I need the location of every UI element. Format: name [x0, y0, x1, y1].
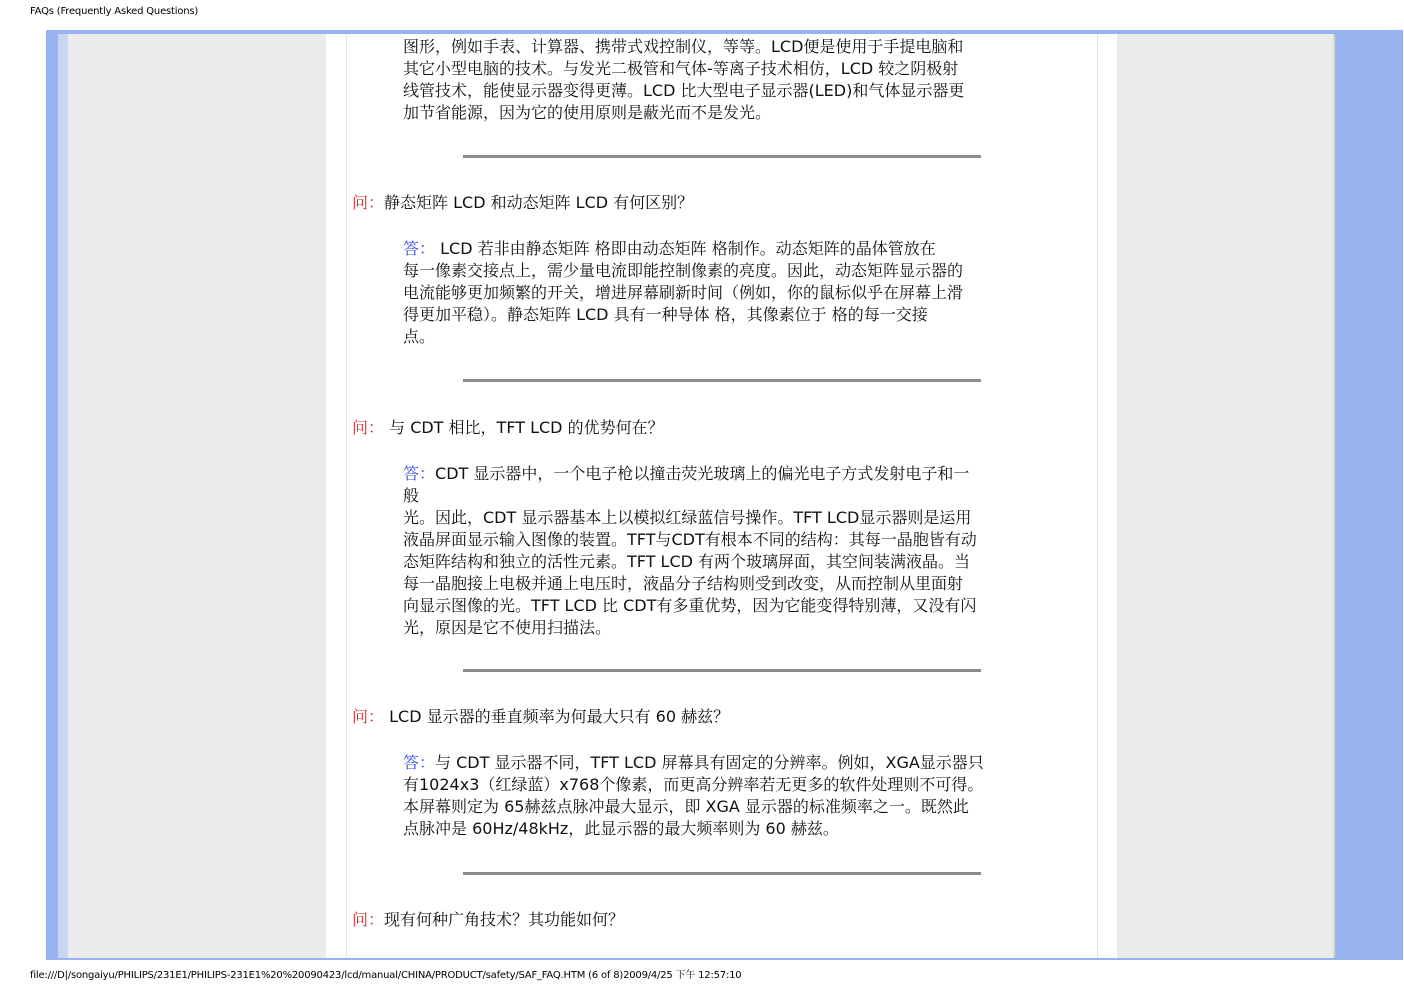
content-border-right	[1097, 34, 1098, 958]
text-line: 每一晶胞接上电极并通上电压时，液晶分子结构则受到改变，从而控制从里面射	[403, 574, 964, 593]
text-line: 光。因此，CDT 显示器基本上以模拟红绿蓝信号操作。TFT LCD显示器则是运用	[403, 508, 972, 527]
text-line: 点脉冲是 60Hz/48kHz，此显示器的最大频率则为 60 赫兹。	[403, 819, 839, 838]
right-margin-column	[1117, 34, 1333, 958]
text-line: 有1024x3（红绿蓝）x768个像素，而更高分辨率若无更多的软件处理则不可得。	[403, 775, 984, 794]
divider	[463, 872, 981, 875]
question-text: 与 CDT 相比，TFT LCD 的优势何在？	[384, 418, 664, 437]
question-label: 问：	[352, 910, 385, 929]
faq-question	[352, 706, 729, 728]
text-line: 线管技术，能使显示器变得更薄。LCD 比大型电子显示器(LED)和气体显示器更	[403, 81, 965, 100]
text-line: 液晶屏面显示输入图像的装置。TFT与CDT有根本不同的结构：其每一晶胞皆有动	[403, 530, 977, 549]
question-label: 问：	[352, 418, 385, 437]
faq-question	[352, 909, 624, 931]
text-line: 图形，例如手表、计算器、携带式戏控制仪，等等。LCD便是使用于手提电脑和	[403, 37, 964, 56]
faq-answer	[403, 752, 1039, 840]
faq-question	[352, 417, 664, 439]
text-line: 向显示图像的光。TFT LCD 比 CDT有多重优势，因为它能变得特别薄，又没有闪	[403, 596, 977, 615]
question-label: 问：	[352, 707, 385, 726]
page-footer-path: file:///D|/songaiyu/PHILIPS/231E1/PHILIPS-231E1%20%20090423/lcd/manual/CHINA/PRODUCT/safety/SAF_FAQ.HTM (6 of 8)2009/4/25 下午 12:57:10	[30, 970, 742, 981]
text-line: CDT 显示器中，一个电子枪以撞击荧光玻璃上的偏光电子方式发射电子和一	[435, 464, 970, 483]
question-text: 现有何种广角技术？其功能如何？	[384, 910, 625, 929]
question-text: 静态矩阵 LCD 和动态矩阵 LCD 有何区别？	[384, 193, 694, 212]
divider	[463, 379, 981, 382]
question-label: 问：	[352, 193, 385, 212]
question-text: LCD 显示器的垂直频率为何最大只有 60 赫兹？	[384, 707, 730, 726]
content-border-left	[346, 34, 347, 958]
text-line: 与 CDT 显示器不同，TFT LCD 屏幕具有固定的分辨率。例如，XGA显示器只	[435, 753, 984, 772]
faq-question	[352, 192, 693, 214]
answer-label: 答：	[403, 753, 436, 772]
right-edge	[1333, 34, 1335, 958]
left-strip	[58, 34, 68, 958]
answer-label: 答：	[403, 239, 436, 258]
page-header: FAQs (Frequently Asked Questions)	[30, 6, 199, 17]
left-margin-column	[68, 34, 326, 958]
text-line: 电流能够更加频繁的开关，增进屏幕刷新时间（例如，你的鼠标似乎在屏幕上滑	[403, 283, 964, 302]
text-line: 点。	[403, 327, 436, 346]
intro-paragraph	[403, 36, 1039, 124]
text-line: 每一像素交接点上，需少量电流即能控制像素的亮度。因此，动态矩阵显示器的	[403, 261, 964, 280]
answer-label: 答：	[403, 464, 436, 483]
text-line: 加节省能源，因为它的使用原则是蔽光而不是发光。	[403, 103, 772, 122]
faq-answer	[403, 238, 1039, 348]
faq-answer	[403, 463, 1039, 639]
text-line: 其它小型电脑的技术。与发光二极管和气体-等离子技术相仿，LCD 较之阴极射	[403, 59, 959, 78]
text-line: 本屏幕则定为 65赫兹点脉冲最大显示，即 XGA 显示器的标准频率之一。既然此	[403, 797, 969, 816]
text-line: 般	[403, 486, 420, 505]
divider	[463, 669, 981, 672]
text-line: LCD 若非由静态矩阵 格即由动态矩阵 格制作。动态矩阵的晶体管放在	[435, 239, 936, 258]
divider	[463, 155, 981, 158]
text-line: 光，原因是它不使用扫描法。	[403, 618, 612, 637]
text-line: 态矩阵结构和独立的活性元素。TFT LCD 有两个玻璃屏面，其空间装满液晶。当	[403, 552, 971, 571]
text-line: 得更加平稳）。静态矩阵 LCD 具有一种导体 格，其像素位于 格的每一交接	[403, 305, 928, 324]
